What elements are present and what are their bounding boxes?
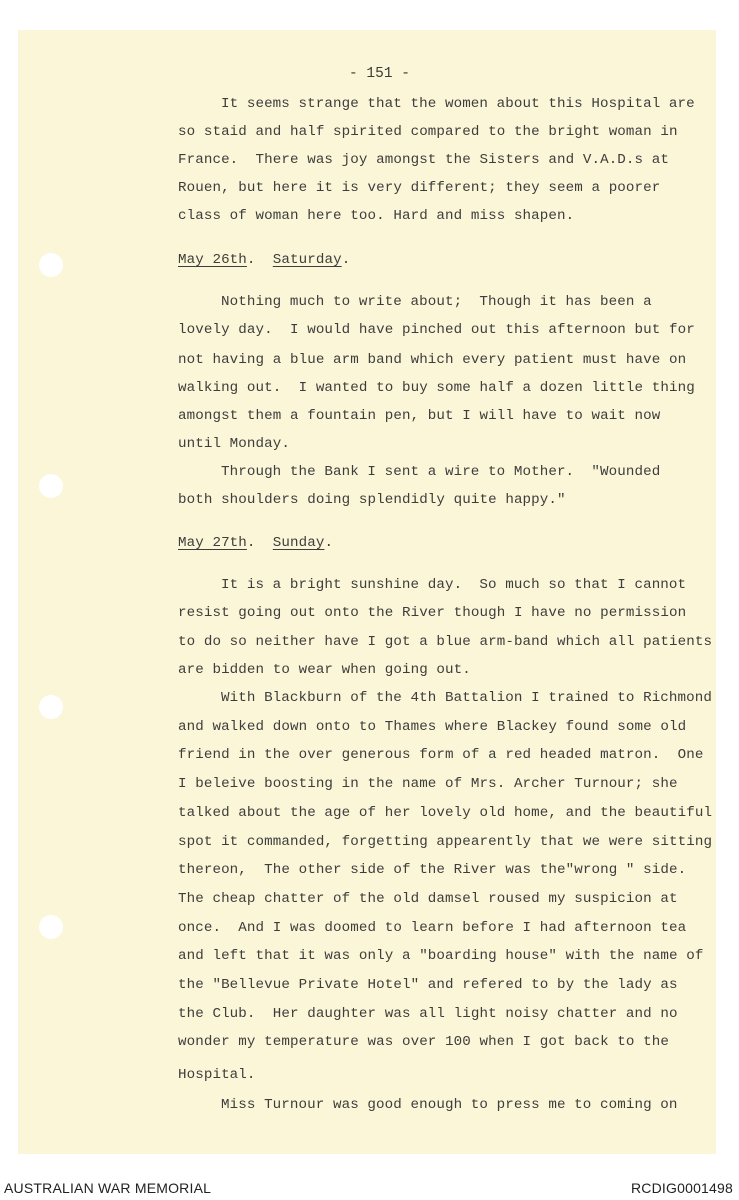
punch-hole <box>39 695 63 719</box>
text-line: Hospital. <box>178 1067 256 1083</box>
archive-credit: AUSTRALIAN WAR MEMORIAL <box>4 1180 212 1196</box>
text-line: Nothing much to write about; Though it has been a <box>221 294 652 310</box>
document-id: RCDIG0001498 <box>630 1180 733 1196</box>
entry-heading: May 26th. Saturday. <box>178 252 351 268</box>
text-line: once. And I was doomed to learn before I had afternoon tea <box>178 920 687 936</box>
text-line: Through the Bank I sent a wire to Mother. "Wounded <box>221 464 661 480</box>
text-line: so staid and half spirited compared to the bright woman in <box>178 124 678 140</box>
punch-hole <box>39 915 63 939</box>
text-line: I beleive boosting in the name of Mrs. Archer Turnour; she <box>178 776 678 792</box>
text-line: Miss Turnour was good enough to press me to coming on <box>221 1097 678 1113</box>
entry-heading: May 27th. Sunday. <box>178 535 334 551</box>
text-line: and left that it was only a "boarding house" with the name of <box>178 948 704 964</box>
text-line: spot it commanded, forgetting appearently that we were sitting <box>178 834 713 850</box>
text-line: amongst them a fountain pen, but I will have to wait now <box>178 408 661 424</box>
text-line: friend in the over generous form of a red headed matron. One <box>178 747 704 763</box>
text-line: to do so neither have I got a blue arm-band which all patients <box>178 634 713 650</box>
entry-date: May 26th <box>178 252 247 268</box>
text-line: walking out. I wanted to buy some half a dozen little thing <box>178 380 695 396</box>
text-line: the Club. Her daughter was all light noisy chatter and no <box>178 1006 678 1022</box>
text-line: Rouen, but here it is very different; they seem a poorer <box>178 180 661 196</box>
text-line: until Monday. <box>178 436 290 452</box>
text-line: class of woman here too. Hard and miss shapen. <box>178 208 575 224</box>
text-line: It seems strange that the women about this Hospital are <box>221 96 695 112</box>
text-line: It is a bright sunshine day. So much so that I cannot <box>221 577 687 593</box>
text-line: With Blackburn of the 4th Battalion I trained to Richmond <box>221 690 712 706</box>
text-line: and walked down onto to Thames where Blackey found some old <box>178 719 687 735</box>
text-line: are bidden to wear when going out. <box>178 662 471 678</box>
text-line: not having a blue arm band which every patient must have on <box>178 352 687 368</box>
text-line: talked about the age of her lovely old home, and the beautiful <box>178 805 713 821</box>
text-line: The cheap chatter of the old damsel roused my suspicion at <box>178 891 678 907</box>
text-line: France. There was joy amongst the Sisters and V.A.D.s at <box>178 152 669 168</box>
entry-day: Sunday <box>272 535 325 551</box>
text-line: wonder my temperature was over 100 when I got back to the <box>178 1034 669 1050</box>
text-line: the "Bellevue Private Hotel" and refered to by the lady as <box>178 977 678 993</box>
text-line: lovely day. I would have pinched out this afternoon but for <box>178 322 695 338</box>
text-line: resist going out onto the River though I have no permission <box>178 605 687 621</box>
entry-date: May 27th <box>178 535 247 551</box>
text-line: both shoulders doing splendidly quite happy." <box>178 492 566 508</box>
punch-hole <box>39 474 63 498</box>
entry-day: Saturday <box>272 252 342 268</box>
punch-hole <box>39 253 63 277</box>
text-line: thereon, The other side of the River was the"wrong " side. <box>178 862 687 878</box>
page-number: - 151 - <box>349 66 410 82</box>
